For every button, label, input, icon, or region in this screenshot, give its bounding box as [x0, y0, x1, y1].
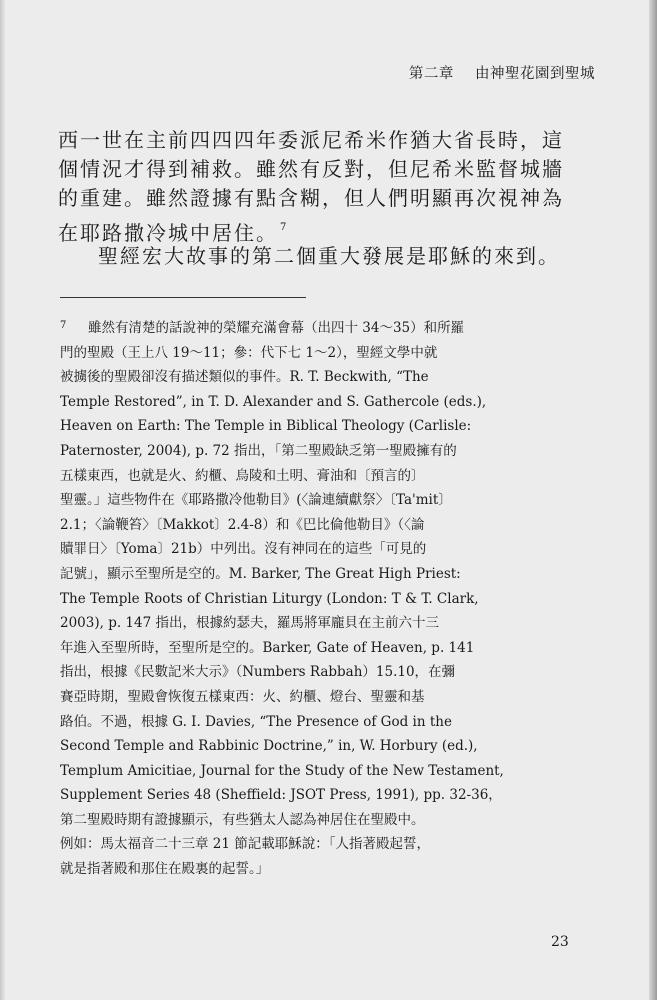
footnote-line: 聖靈。」這些物件在《耶路撒冷他勒目》(〈論連續獻祭〉〔Ta'mit〕 — [60, 492, 452, 509]
footnote-line: Supplement Series 48 (Sheffield: JSOT Press, 1991), pp. 32-36， — [60, 787, 502, 804]
footnote-line: Temple Restored”, in T. D. Alexander and S. Gathercole (eds.), — [60, 393, 487, 410]
footnote-line: 五樣東西，也就是火、約櫃、烏陵和土明、膏油和〔預言的〕 — [60, 467, 425, 484]
footnote-line: 贖罪日〉〔Yoma〕21b）中列出。沒有神同在的這些「可見的 — [60, 541, 427, 558]
page-left-edge-shadow — [0, 0, 6, 1000]
footnote-divider — [60, 297, 306, 298]
page-number: 23 — [551, 934, 569, 950]
footnote-line: 門的聖殿（王上八 19～11；參：代下七 1～2），聖經文學中就 — [60, 344, 438, 361]
footnote-line: 指出，根據《民數記米大示》（Numbers Rabbah）15.10，在彌 — [60, 664, 456, 681]
footnote-line: Paternoster, 2004), p. 72 指出，「第二聖殿缺乏第一聖殿擁有的 — [60, 442, 457, 459]
running-header — [393, 62, 595, 83]
footnote-line: Heaven on Earth: The Temple in Biblical Theology (Carlisle: — [60, 418, 472, 435]
footnote-line: Templum Amicitiae, Journal for the Study of the New Testament, — [60, 762, 504, 779]
footnote-line: 年進入至聖所時，至聖所是空的。Barker, Gate of Heaven, p. 141 — [60, 639, 475, 656]
footnote-line: 賽亞時期，聖殿會恢復五樣東西：火、約櫃、燈台、聖靈和基 — [60, 688, 425, 705]
chapter-title: 由神聖花園到聖城 — [475, 66, 595, 82]
footnote-line: 路伯。不過，根據 G. I. Davies, “The Presence of God in the — [60, 713, 452, 730]
footnote-marker: 7 — [60, 320, 67, 331]
footnote-line: 雖然有清楚的話說神的榮耀充滿會幕（出四十 34～35）和所羅 — [88, 320, 465, 336]
footnote-reference[interactable]: 7 — [280, 222, 289, 233]
main-text — [58, 126, 598, 271]
page-right-edge-shadow — [649, 0, 657, 1000]
footnote-line: The Temple Roots of Christian Liturgy (London: T & T. Clark, — [60, 590, 479, 607]
footnote-block — [60, 316, 600, 882]
footnote-line: Second Temple and Rabbinic Doctrine,” in, W. Horbury (ed.), — [60, 738, 478, 755]
footnote-line: 被擄後的聖殿卻沒有描述類似的事件。R. T. Beckwith, “The — [60, 369, 429, 386]
footnote-line: 就是指著殿和那住在殿裏的起誓。」 — [60, 861, 270, 878]
chapter-label: 第二章 — [408, 66, 454, 82]
body-line: 在耶路撒冷城中居住。 — [58, 221, 278, 245]
body-line: 西一世在主前四四四年委派尼希米作猶大省長時，這 — [58, 128, 564, 152]
footnote-line: 2003), p. 147 指出，根據約瑟夫，羅馬將軍龐貝在主前六十三 — [60, 615, 439, 632]
footnote-line: 記號」，顯示至聖所是空的。M. Barker, The Great High Priest: — [60, 565, 461, 582]
paragraph-2: 聖經宏大故事的第二個重大發展是耶穌的來到。 — [98, 244, 560, 268]
body-line-with-ref — [58, 213, 598, 245]
footnote-line: 2.1；〈論鞭笞〉〔Makkot〕2.4-8）和《巴比倫他勒目》（〈論 — [60, 516, 425, 533]
footnote-line: 例如：馬太福音二十三章 21 節記載耶穌說：「人指著殿起誓， — [60, 836, 431, 853]
body-line: 的重建。雖然證據有點含糊，但人們明顯再次視神為 — [58, 186, 564, 210]
footnote-line: 第二聖殿時期有證據顯示，有些猶太人認為神居住在聖殿中。 — [60, 811, 425, 828]
body-line: 個情況才得到補救。雖然有反對，但尼希米監督城牆 — [58, 157, 564, 181]
